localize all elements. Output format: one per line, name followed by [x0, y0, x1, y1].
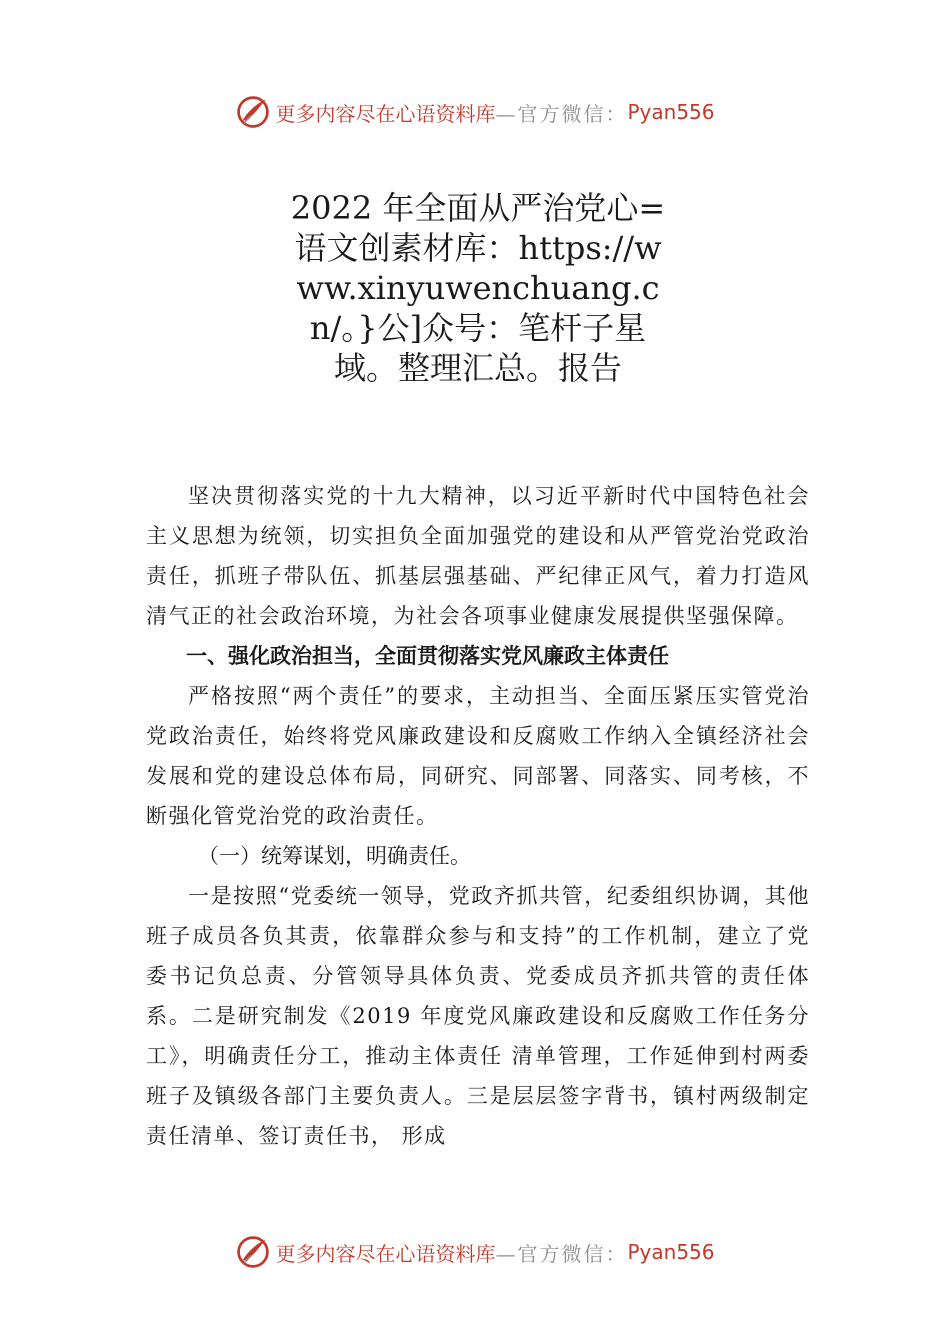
- footer-banner: [0, 1230, 950, 1274]
- quill-seal-logo-icon: [235, 94, 271, 130]
- banner-separator-text: —官方微信：: [495, 1241, 628, 1266]
- quill-seal-logo-icon: [235, 1234, 271, 1270]
- paragraph-section-1: 严格按照“两个责任”的要求，主动担当、全面压紧压实管党治党政治责任，始终将党风廉政建设和反腐败工作纳入全镇经济社会发展和党的建设总体布局，同研究、同部署、同落实、同考核，不断强化管党治党的政治责任。: [146, 684, 810, 828]
- header-banner: [0, 90, 950, 134]
- section-heading: 一、强化政治担当，全面贯彻落实党风廉政主体责任: [186, 644, 669, 668]
- paragraph-intro: 坚决贯彻落实党的十九大精神，以习近平新时代中国特色社会主义思想为统领，切实担负全面加强党的建设和从严管党治党政治责任，抓班子带队伍、抓基层强基础、严纪律正风气，着力打造风清气正的社会政治环境，为社会各项事业健康发展提供坚强保障。: [146, 484, 810, 628]
- banner-wechat-id: Pyan556: [627, 1240, 715, 1264]
- banner-main-text: 更多内容尽在心语资料库: [275, 1241, 496, 1266]
- paragraph-subsection-1: 一是按照“党委统一领导，党政齐抓共管，纪委组织协调，其他班子成员各负其责，依靠群众参与和支持”的工作机制，建立了党委书记负总责、分管领导具体负责、党委成员齐抓共管的责任体系。二是研究制发《2019 年度党风廉政建设和反腐败工作任务分工》，明确责任分工，推动主体责任 清单管理，工作延伸到村两委班子及镇级各部门主要负责人。三是层层签字背书，镇村两级制定责任清单、签订责任书， 形成: [146, 884, 810, 1148]
- document-body: [146, 476, 810, 1156]
- banner-separator-text: —官方微信：: [495, 101, 628, 126]
- document-title: 2022 年全面从严治党心=语文创素材库：https://www.xinyuwenchuang.cn/。}公]众号：笔杆子星域。整理汇总。报告: [290, 189, 666, 387]
- banner-main-text: 更多内容尽在心语资料库: [275, 101, 496, 126]
- subsection-heading: （一）统筹谋划，明确责任。: [198, 844, 471, 868]
- banner-wechat-id: Pyan556: [627, 100, 715, 124]
